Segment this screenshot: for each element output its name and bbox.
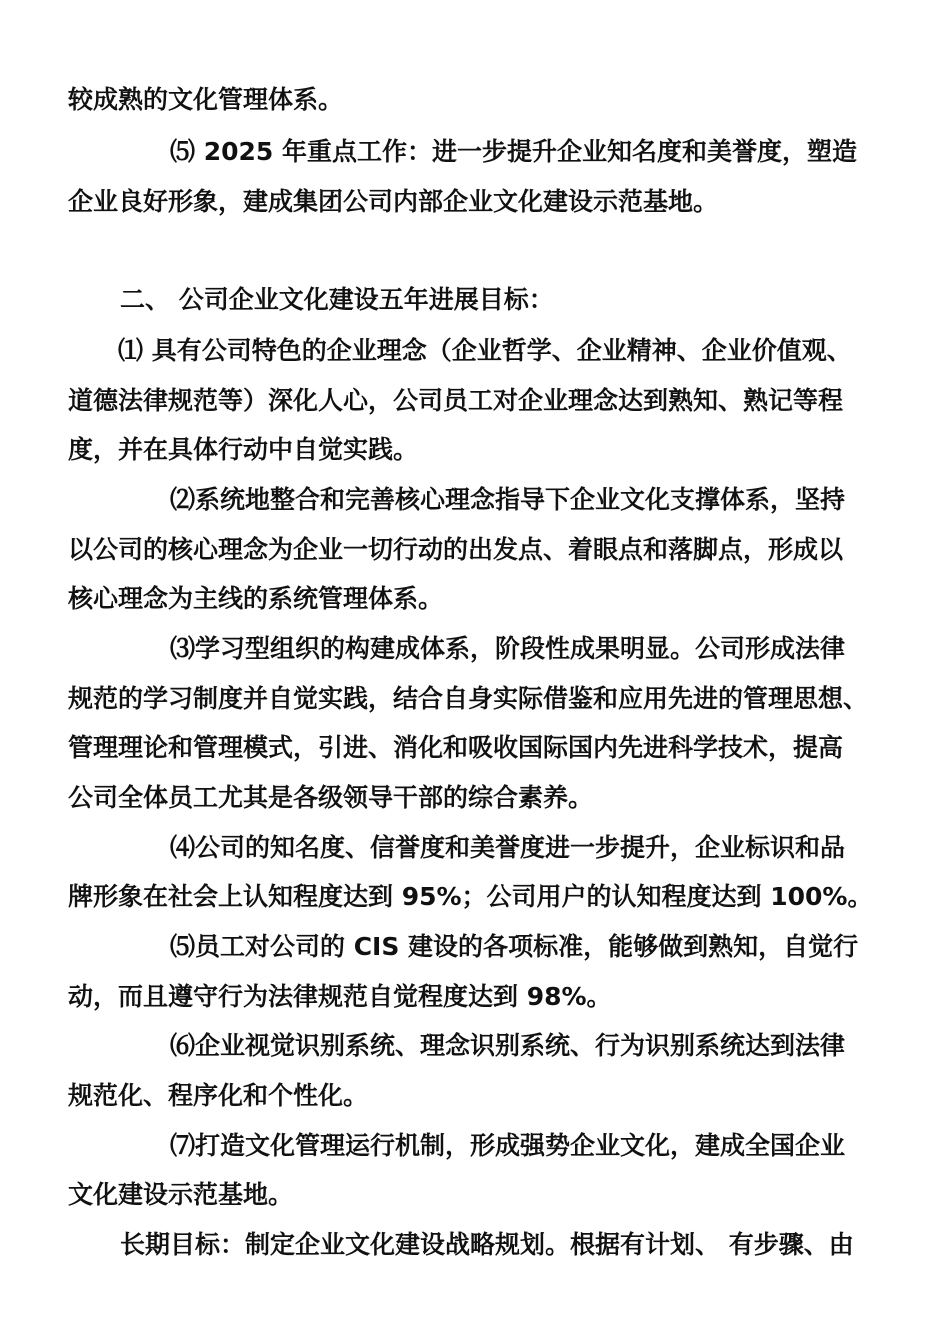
text-line: 规范的学习制度并自觉实践，结合自身实际借鉴和应用先进的管理思想、 <box>68 684 869 713</box>
text-line: ⑷公司的知名度、信誉度和美誉度进一步提升，企业标识和品 <box>170 833 846 862</box>
text-line: 度，并在具体行动中自觉实践。 <box>68 435 419 464</box>
text-line: 文化建设示范基地。 <box>68 1180 294 1209</box>
text-line: ⑹企业视觉识别系统、理念识别系统、行为识别系统达到法律 <box>170 1031 846 1060</box>
text-line: 规范化、程序化和个性化。 <box>68 1081 369 1110</box>
text-line: 牌形象在社会上认知程度达到 95%；公司用户的认知程度达到 100%。 <box>68 882 873 911</box>
text-line: 道德法律规范等）深化人心，公司员工对企业理念达到熟知、熟记等程 <box>68 386 844 415</box>
text-line: ⑸ 2025 年重点工作：进一步提升企业知名度和美誉度，塑造 <box>170 137 857 166</box>
text-line: ⑴ 具有公司特色的企业理念（企业哲学、企业精神、企业价值观、 <box>118 336 852 365</box>
text-line: 企业良好形象，建成集团公司内部企业文化建设示范基地。 <box>68 187 719 216</box>
section-heading: 二、 公司企业文化建设五年进展目标： <box>120 285 554 314</box>
text-line: ⑸员工对公司的 CIS 建设的各项标准，能够做到熟知，自觉行 <box>170 932 859 961</box>
text-line: 长期目标：制定企业文化建设战略规划。根据有计划、 有步骤、由 <box>120 1230 854 1259</box>
text-line: 动，而且遵守行为法律规范自觉程度达到 98%。 <box>68 982 612 1011</box>
text-line: 较成熟的文化管理体系。 <box>68 85 344 114</box>
text-line: 管理理论和管理模式，引进、消化和吸收国际国内先进科学技术，提高 <box>68 733 844 762</box>
text-line: ⑺打造文化管理运行机制，形成强势企业文化，建成全国企业 <box>170 1131 846 1160</box>
text-line: ⑶学习型组织的构建成体系，阶段性成果明显。公司形成法律 <box>170 634 846 663</box>
text-line: 公司全体员工尤其是各级领导干部的综合素养。 <box>68 783 594 812</box>
text-line: 核心理念为主线的系统管理体系。 <box>68 584 444 613</box>
text-line: 以公司的核心理念为企业一切行动的出发点、着眼点和落脚点，形成以 <box>68 535 844 564</box>
text-line: ⑵系统地整合和完善核心理念指导下企业文化支撑体系，坚持 <box>170 485 846 514</box>
